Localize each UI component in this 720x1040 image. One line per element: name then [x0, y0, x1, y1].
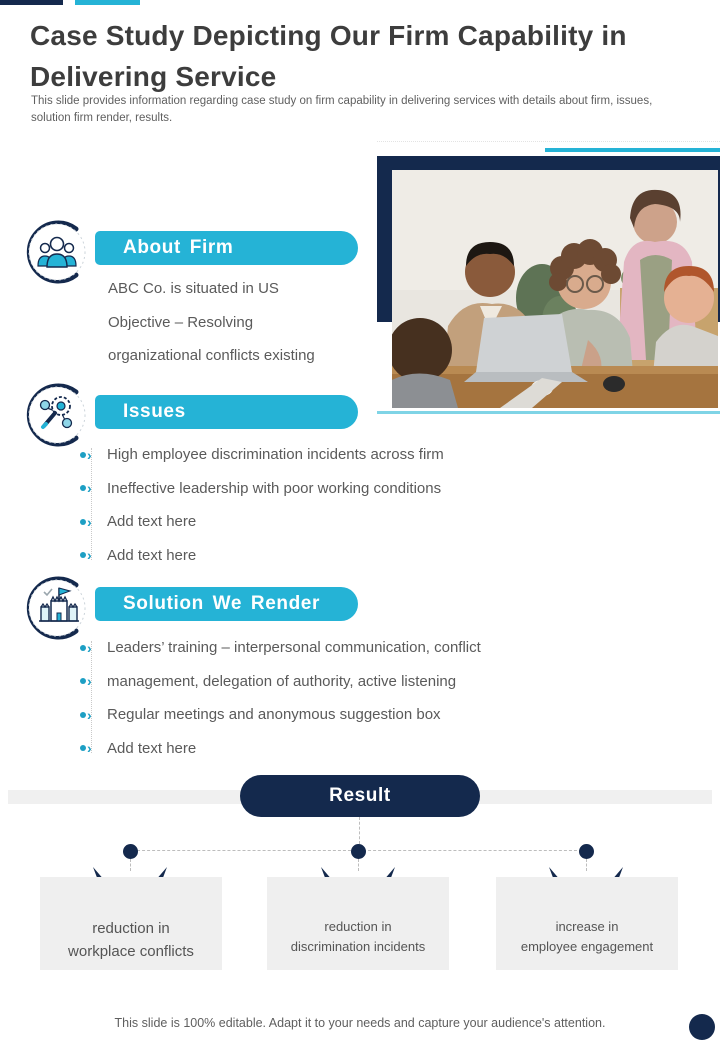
section-header-issues: [95, 395, 358, 429]
result-pill: [240, 775, 480, 817]
section-title: Solution We Render: [123, 593, 320, 614]
list-item: › High employee discrimination incidents across firm: [80, 438, 550, 472]
stat-card: [40, 877, 222, 970]
people-group-icon: [24, 219, 90, 285]
bullet-icon: ›: [80, 548, 107, 562]
section-title: About Firm: [123, 237, 234, 258]
stat-description: reduction in: [324, 919, 392, 934]
about-line: organizational conflicts existing: [108, 347, 315, 365]
bullet-icon: ›: [80, 741, 107, 755]
team-meeting-photo: [392, 170, 718, 408]
corner-bar-navy: [0, 0, 63, 5]
result-label: Result: [329, 785, 391, 806]
connector-line: [359, 817, 360, 844]
bullet-icon: ›: [80, 674, 107, 688]
accent-line-bottom: [377, 411, 720, 414]
slide-subtitle: This slide provides information regarding case study on firm capability in delivering services with details about firm, issues, solution firm render, results.: [31, 95, 653, 124]
about-firm-text: [108, 272, 408, 373]
bullet-icon: ›: [80, 641, 107, 655]
issues-list: [80, 438, 550, 572]
timeline-dot: [123, 844, 138, 859]
list-item: › Add text here: [80, 539, 550, 573]
list-item: › Leaders’ training – interpersonal communication, conflict: [80, 631, 550, 665]
stat-description: workplace conflicts: [68, 943, 194, 961]
list-item: › management, delegation of authority, active listening: [80, 665, 550, 699]
stat-description: reduction in: [92, 920, 170, 937]
list-item: › Add text here: [80, 505, 550, 539]
bullet-icon: ›: [80, 448, 107, 462]
section-header-solution: [95, 587, 358, 621]
stat-description: discrimination incidents: [290, 939, 426, 955]
bullet-icon: ›: [80, 708, 107, 722]
guide-line: [377, 141, 720, 142]
bullet-icon: ›: [80, 481, 107, 495]
editable-note: This slide is 100% editable. Adapt it to your needs and capture your audience's attention.: [114, 1016, 606, 1030]
about-line: ABC Co. is situated in US: [108, 280, 279, 298]
list-item: › Regular meetings and anonymous suggestion box: [80, 698, 550, 732]
stat-card: [267, 877, 449, 970]
team-meeting-illustration: [392, 170, 718, 408]
bullet-icon: ›: [80, 515, 107, 529]
stat-description: increase in: [555, 919, 619, 934]
page-title: Case Study Depicting Our Firm Capability in Delivering Service: [30, 20, 627, 92]
timeline-dot: [579, 844, 594, 859]
stat-description: employee engagement: [520, 939, 654, 955]
corner-bar-cyan: [75, 0, 140, 5]
accent-line-top: [545, 148, 720, 152]
section-header-about-firm: [95, 231, 358, 265]
corner-circle-decoration: [689, 1014, 715, 1040]
section-title: Issues: [123, 401, 186, 422]
about-line: Objective – Resolving: [108, 313, 254, 331]
solution-list: [80, 631, 550, 765]
stat-card: [496, 877, 678, 970]
timeline-dot: [351, 844, 366, 859]
list-item: › Add text here: [80, 732, 550, 766]
list-item: › Ineffective leadership with poor working conditions: [80, 472, 550, 506]
